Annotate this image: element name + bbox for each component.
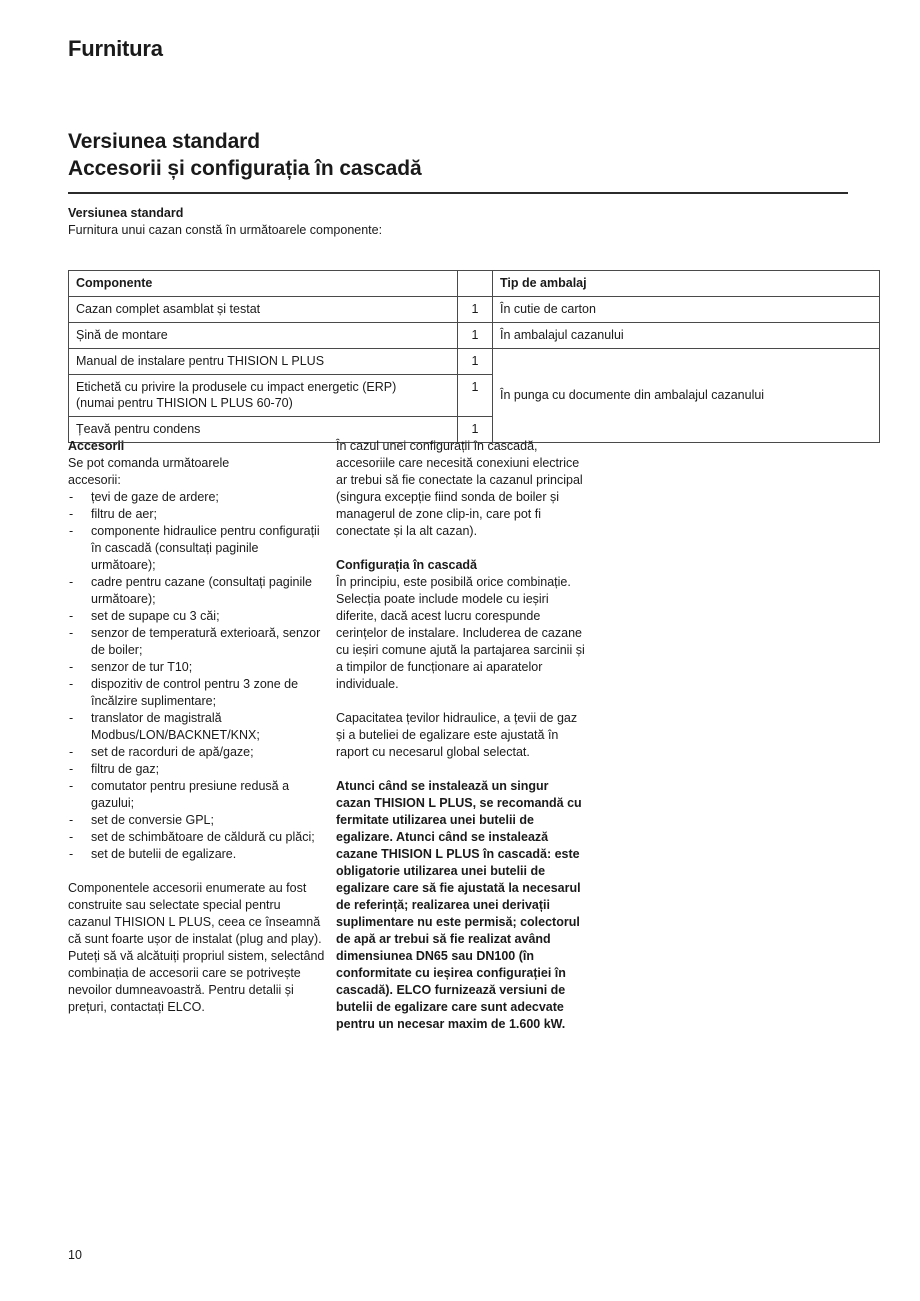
list-dash: -: [69, 779, 74, 793]
list-item-label: comutator pentru presiune redusă a gazului;: [91, 779, 290, 810]
list-dash: -: [69, 813, 74, 827]
list-dash: -: [69, 762, 74, 776]
bold-warning-paragraph: Atunci când se instalează un singur cazan THISION L PLUS, se recomandă cu fermitate utilizarea unei butelii de egalizare. Atunci când se instalează cazane THISION L PLUS în cascadă: este obligatorie utilizarea unei butelii de egalizare care să fie ajustată la necesarul de referință; realizarea unei derivații suplimentare nu este permisă; colectorul de apă ar trebui să fie realizat având dimensiunea DN65 sau DN100 (în conformitate cu ieșirea configurației în cascadă). ELCO furnizează versiuni de butelii de egalizare care sunt adecvate pentru un necesar maxim de 1.600 kW.: [336, 779, 582, 1031]
list-item-label: dispozitiv de control pentru 3 zone de încălzire suplimentare;: [91, 677, 299, 708]
spacer: [336, 693, 586, 710]
table-row: [69, 297, 880, 323]
list-item-label: set de butelii de egalizare.: [91, 847, 237, 861]
table-row: [69, 349, 880, 375]
intro-heading: Versiunea standard: [68, 206, 184, 220]
list-item: [68, 778, 326, 812]
table-header-component: Componente: [69, 271, 458, 297]
list-item-label: filtru de aer;: [91, 507, 158, 521]
list-dash: -: [69, 830, 74, 844]
list-item-label: cadre pentru cazane (consultați paginile următoare);: [91, 575, 312, 606]
list-dash: -: [69, 626, 74, 640]
list-item: [68, 625, 326, 659]
body-column-right: [336, 438, 586, 1033]
section-title: [68, 128, 668, 182]
intro-text: Furnitura unui cazan constă în următoarele componente:: [68, 223, 383, 237]
capacity-paragraph: Capacitatea țevilor hidraulice, a țevii de gaz și a buteliei de egalizare este ajustată în raport cu necesarul global selectat.: [336, 711, 578, 759]
table-header-packaging: Tip de ambalaj: [493, 271, 880, 297]
list-dash: -: [69, 575, 74, 589]
cell-quantity: 1: [458, 323, 493, 349]
cell-quantity: 1: [458, 349, 493, 375]
accessories-intro-line1: Se pot comanda următoarele: [68, 456, 230, 470]
section-title-line1: Versiunea standard: [68, 130, 260, 153]
accessories-list: [68, 489, 326, 863]
list-dash: -: [69, 609, 74, 623]
cascade-wiring-paragraph: În cazul unei configurații în cascadă, accesoriile care necesită conexiuni electrice ar trebui să fie conectate la cazanul principal (singura excepție fiind sonda de boiler și managerul de zone clip-in, care pot fi conectate și la alt cazan).: [336, 439, 583, 538]
list-dash: -: [69, 490, 74, 504]
list-dash: -: [69, 507, 74, 521]
list-item-label: senzor de temperatură exterioară, senzor de boiler;: [91, 626, 321, 657]
cell-component: [69, 375, 458, 417]
cell-component-line1: Etichetă cu privire la produsele cu impact energetic (ERP): [76, 380, 397, 394]
page-number: 10: [68, 1248, 82, 1262]
list-item-label: set de conversie GPL;: [91, 813, 214, 827]
body-column-left: [68, 438, 326, 1016]
list-item: [68, 506, 326, 523]
list-item: [68, 574, 326, 608]
list-item: [68, 608, 326, 625]
spacer: [336, 761, 586, 778]
list-item: [68, 676, 326, 710]
cell-component: Cazan complet asamblat și testat: [69, 297, 458, 323]
list-item: [68, 710, 326, 744]
list-dash: -: [69, 677, 74, 691]
spacer: [336, 540, 586, 557]
packaging-table: [68, 270, 880, 443]
list-item-label: filtru de gaz;: [91, 762, 160, 776]
cell-component-line2: (numai pentru THISION L PLUS 60-70): [76, 396, 293, 410]
list-item-label: set de supape cu 3 căi;: [91, 609, 220, 623]
list-dash: -: [69, 711, 74, 725]
accessories-heading: Accesorii: [68, 439, 125, 453]
list-item: [68, 489, 326, 506]
list-item: [68, 829, 326, 846]
list-item-label: set de schimbătoare de căldură cu plăci;: [91, 830, 315, 844]
list-dash: -: [69, 745, 74, 759]
table-header-quantity: [458, 271, 493, 297]
list-item-label: componente hidraulice pentru configurații în cascadă (consultați paginile următoare);: [91, 524, 320, 572]
cell-component: Șină de montare: [69, 323, 458, 349]
cell-component: Țeavă pentru condens: [69, 417, 458, 443]
list-dash: -: [69, 524, 74, 538]
list-item-label: țevi de gaze de ardere;: [91, 490, 219, 504]
list-item-label: translator de magistrală Modbus/LON/BACKNET/KNX;: [91, 711, 260, 742]
table-row: [69, 323, 880, 349]
list-item: [68, 812, 326, 829]
list-item-label: set de racorduri de apă/gaze;: [91, 745, 254, 759]
cell-component: Manual de instalare pentru THISION L PLUS: [69, 349, 458, 375]
list-item: [68, 761, 326, 778]
list-item: [68, 846, 326, 863]
spacer: [68, 863, 326, 880]
cascade-heading: Configurația în cascadă: [336, 558, 478, 572]
cell-quantity: 1: [458, 417, 493, 443]
section-title-line2: Accesorii și configurația în cascadă: [68, 157, 422, 180]
cell-packaging: În cutie de carton: [493, 297, 880, 323]
list-item-label: senzor de tur T10;: [91, 660, 193, 674]
list-dash: -: [69, 660, 74, 674]
cell-quantity: 1: [458, 297, 493, 323]
list-item: [68, 523, 326, 574]
cell-packaging-merged: În punga cu documente din ambalajul cazanului: [493, 349, 880, 443]
table-header-row: [69, 271, 880, 297]
running-head: Furnitura: [68, 36, 163, 61]
list-dash: -: [69, 847, 74, 861]
cell-packaging: În ambalajul cazanului: [493, 323, 880, 349]
list-item: [68, 744, 326, 761]
cell-quantity: 1: [458, 375, 493, 417]
title-divider: [68, 192, 848, 194]
accessories-closing-paragraph: Componentele accesorii enumerate au fost construite sau selectate special pentru cazanul THISION L PLUS, ceea ce înseamnă că sunt foarte ușor de instalat (plug and play). Puteți să vă alcătuiți propriul sistem, selectând combinația de accesorii care se potrivește nevoilor dumneavoastră. Pentru detalii și prețuri, contactați ELCO.: [68, 881, 325, 1014]
accessories-intro-line2: accesorii:: [68, 473, 121, 487]
cascade-body-paragraph: În principiu, este posibilă orice combinație. Selecția poate include modele cu ieșiri diferite, dacă acest lucru corespunde cerințelor de instalare. Includerea de cazane cu ieșiri comune ajută la partajarea sarcinii și a timpilor de funcționare ai aparatelor individuale.: [336, 575, 585, 691]
list-item: [68, 659, 326, 676]
